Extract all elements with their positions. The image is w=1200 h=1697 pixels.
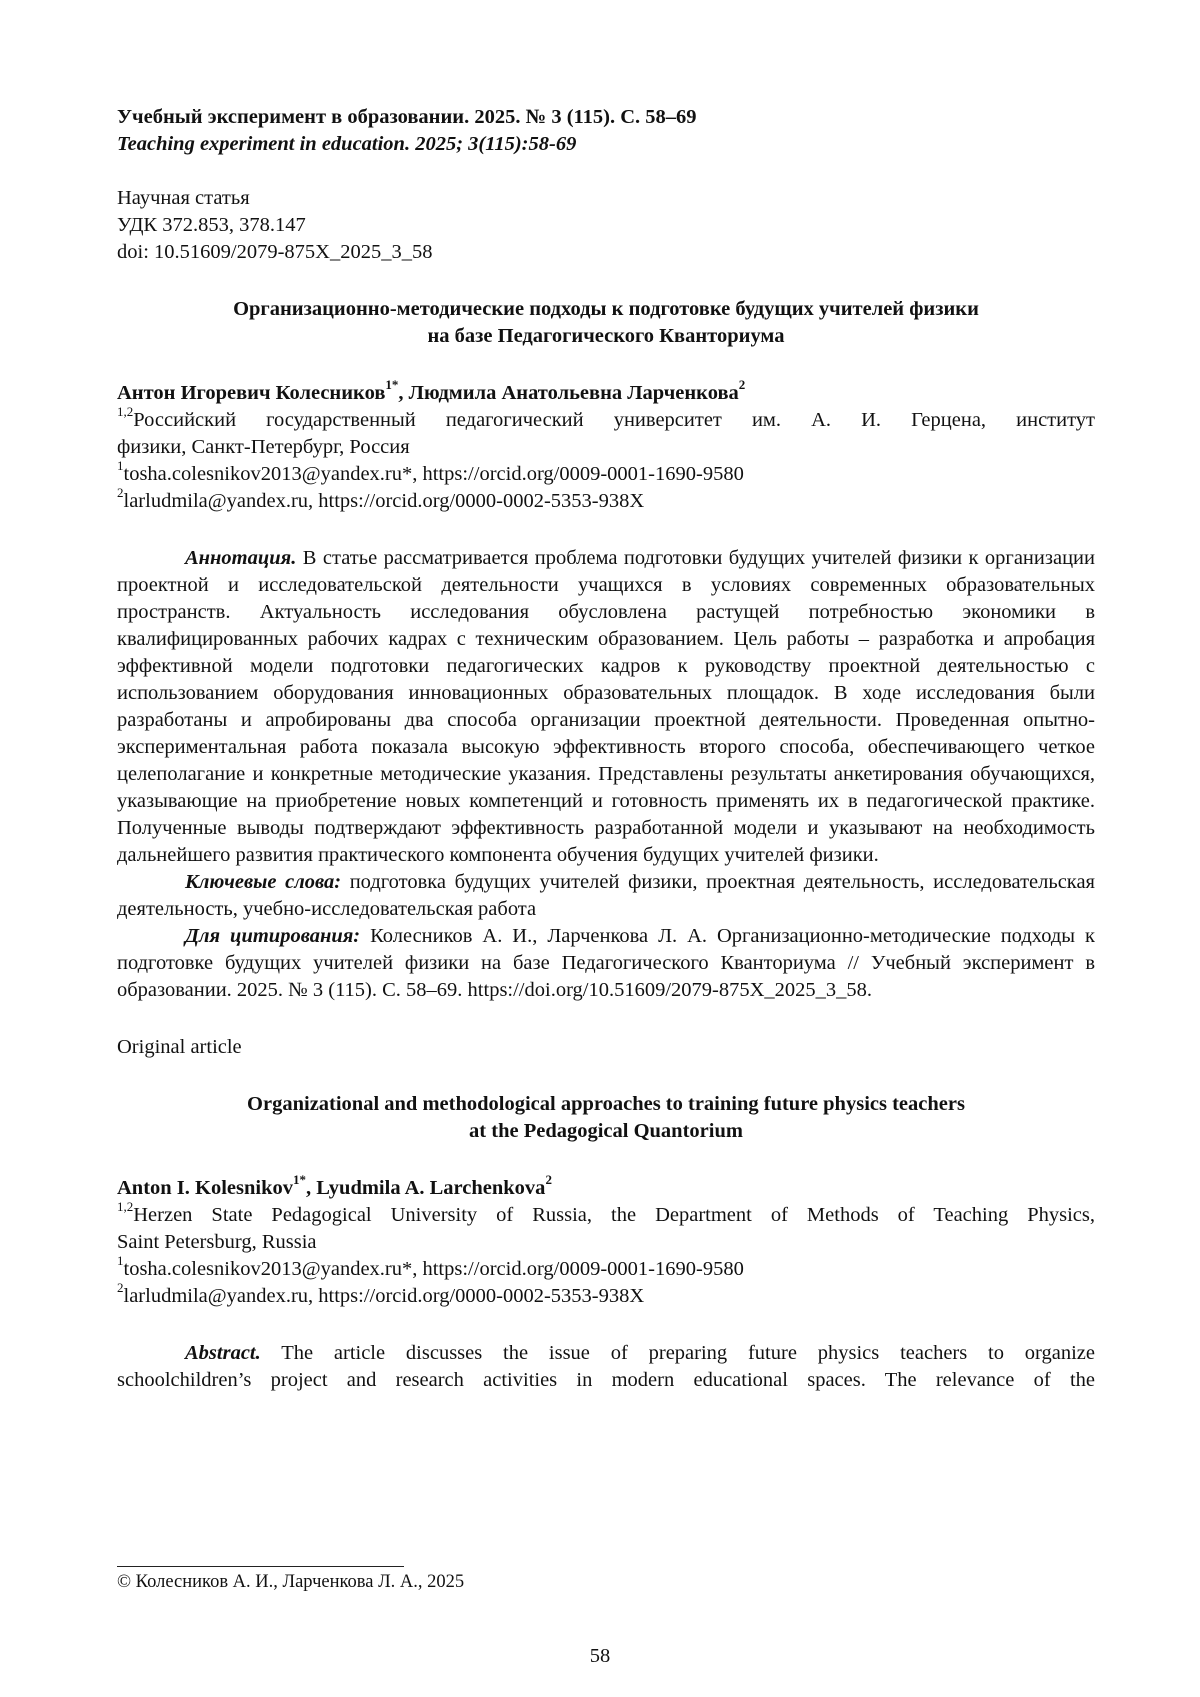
author-en-2-sup: 2 xyxy=(545,1172,552,1188)
citation-ru xyxy=(117,923,1095,1004)
article-page xyxy=(117,104,1095,1394)
contact-en-2-sup: 2 xyxy=(117,1280,124,1296)
abstract-ru-label: Аннотация. xyxy=(185,547,297,569)
abstract-ru xyxy=(117,545,1095,869)
contact-ru-2-sup: 2 xyxy=(117,485,124,501)
citation-ru-text: Колесников А. И., Ларченкова Л. А. Организационно-методические подходы к подготовке будущих учителей физики на базе Педагогического Кванториума // Учебный эксперимент в образовании. 2025. № 3 (115). С. 58–69. https://doi.org/10.51609/2079-875X_2025_3_58. xyxy=(117,925,1096,1001)
page-number: 58 xyxy=(589,1645,611,1667)
abstract-en-line2: schoolchildren’s project and research activities in modern educational spaces. The relevance of the xyxy=(117,1369,1095,1391)
contact-en-1-text[interactable]: tosha.colesnikov2013@yandex.ru*, https://orcid.org/0009-0001-1690-9580 xyxy=(123,1258,744,1280)
keywords-ru xyxy=(117,869,1095,923)
abstract-ru-text: В статье рассматривается проблема подготовки будущих учителей физики к организации проектной и исследовательской деятельности учащихся в условиях современных образовательных пространств. Актуальность исследования обусловлена растущей потребностью экономики в квалифицированных рабочих кадрах с техническим образованием. Цель работы – разработка и апробация эффективной модели подготовки педагогических кадров к руководству проектной деятельностью с использованием оборудования инновационных образовательных площадок. В ходе исследования были разработаны и апробированы два способа организации проектной деятельности. Проведенная опытно-экспериментальная работа показала высокую эффективность второго способа, обеспечивающего четкое целеполагание и конкретные методические указания. Представлены результаты анкетирования обучающихся, указывающие на приобретение новых компетенций и готовность применять их в педагогической практике. Полученные выводы подтверждают эффективность разработанной модели и указывают на необходимость дальнейшего развития практического компонента обучения будущих учителей физики. xyxy=(117,547,1095,866)
title-en-line2: at the Pedagogical Quantorium xyxy=(469,1120,743,1142)
title-ru-line1: Организационно-методические подходы к подготовке будущих учителей физики xyxy=(233,298,979,320)
authors-en-separator: , xyxy=(306,1177,317,1199)
author-ru-1: Антон Игоревич Колесников xyxy=(117,382,386,404)
contact-en-1 xyxy=(117,1253,1095,1283)
authors-ru xyxy=(117,377,1095,407)
contact-ru-1 xyxy=(117,458,1095,488)
footnote-divider xyxy=(117,1566,404,1567)
keywords-ru-text: подготовка будущих учителей физики, проектная деятельность, исследовательская деятельность, учебно-исследовательская работа xyxy=(117,871,1095,920)
title-en xyxy=(117,1091,1095,1145)
author-ru-1-sup: 1* xyxy=(385,377,399,393)
author-ru-2-sup: 2 xyxy=(738,377,746,393)
journal-ref-en: Teaching experiment in education. 2025; 3(115):58-69 xyxy=(117,133,577,155)
journal-ref-ru: Учебный эксперимент в образовании. 2025. № 3 (115). С. 58–69 xyxy=(117,106,697,128)
affiliation-en-line2: Saint Petersburg, Russia xyxy=(117,1231,317,1253)
doi[interactable]: doi: 10.51609/2079-875X_2025_3_58 xyxy=(117,241,433,263)
contact-en-2 xyxy=(117,1280,1095,1310)
title-ru xyxy=(117,296,1095,350)
abstract-en-line1 xyxy=(117,1340,1095,1367)
affiliation-en-sup: 1,2 xyxy=(117,1199,134,1215)
affiliation-en-text1: Herzen State Pedagogical University of Russia, the Department of Methods of Teaching Physics, xyxy=(133,1204,1095,1226)
contact-en-1-sup: 1 xyxy=(117,1253,124,1269)
udk: УДК 372.853, 378.147 xyxy=(117,214,306,236)
copyright-footnote: © Колесников А. И., Ларченкова Л. А., 2025 xyxy=(117,1572,465,1592)
title-ru-line2: на базе Педагогического Кванториума xyxy=(427,325,785,347)
abstract-en-text1: The article discusses the issue of preparing future physics teachers to organize xyxy=(260,1342,1095,1364)
citation-ru-label: Для цитирования: xyxy=(185,925,361,947)
authors-ru-separator: , xyxy=(398,382,409,404)
contact-ru-2 xyxy=(117,485,1095,515)
title-en-line1: Organizational and methodological approaches to training future physics teachers xyxy=(247,1093,965,1115)
affiliation-ru-line2: физики, Санкт-Петербург, Россия xyxy=(117,436,410,458)
contact-ru-1-text[interactable]: tosha.colesnikov2013@yandex.ru*, https://orcid.org/0009-0001-1690-9580 xyxy=(123,463,744,485)
contact-en-2-text[interactable]: larludmila@yandex.ru, https://orcid.org/0000-0002-5353-938X xyxy=(123,1285,645,1307)
affiliation-ru-line1 xyxy=(117,404,1095,434)
author-ru-2: Людмила Анатольевна Ларченкова xyxy=(408,382,739,404)
abstract-en-label: Abstract. xyxy=(185,1342,261,1364)
author-en-1-sup: 1* xyxy=(293,1172,307,1188)
affiliation-en-line1 xyxy=(117,1199,1095,1229)
authors-en xyxy=(117,1172,1095,1202)
contact-ru-1-sup: 1 xyxy=(117,458,124,474)
author-en-1: Anton I. Kolesnikov xyxy=(117,1177,294,1199)
author-en-2: Lyudmila A. Larchenkova xyxy=(316,1177,546,1199)
affiliation-ru-sup: 1,2 xyxy=(117,404,134,420)
affiliation-ru-text1: Российский государственный педагогический университет им. А. И. Герцена, институт xyxy=(133,409,1095,431)
keywords-ru-label: Ключевые слова: xyxy=(185,871,342,893)
article-type-en: Original article xyxy=(117,1036,242,1058)
article-type-ru: Научная статья xyxy=(117,187,250,209)
contact-ru-2-text[interactable]: larludmila@yandex.ru, https://orcid.org/0000-0002-5353-938X xyxy=(123,490,645,512)
